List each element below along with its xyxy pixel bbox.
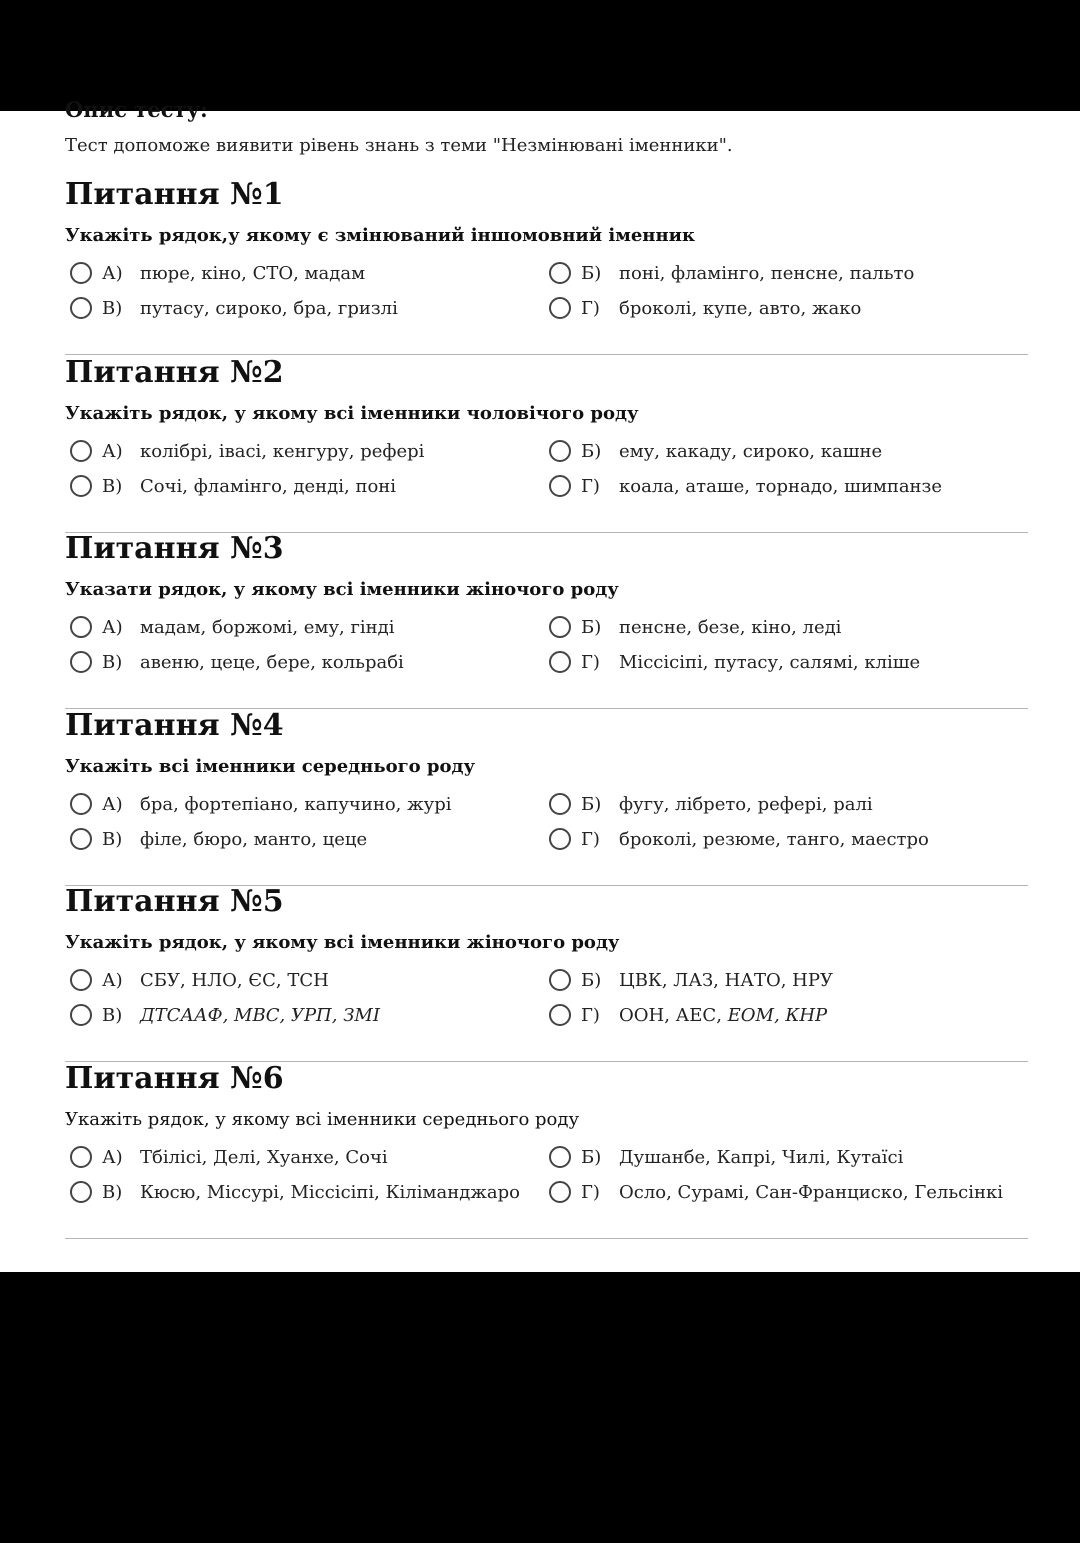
question-3 — [65, 531, 1028, 709]
option-text: ЦВК, ЛАЗ, НАТО, НРУ — [619, 969, 833, 991]
option-text: ДТСААФ, МВС, УРП, ЗМІ — [140, 1004, 380, 1026]
option-letter: В) — [102, 1004, 123, 1026]
radio-button[interactable] — [70, 651, 92, 673]
option-letter: Г) — [581, 1004, 600, 1026]
radio-button[interactable] — [549, 1004, 571, 1026]
option-b[interactable] — [549, 789, 873, 819]
option-text: авеню, цеце, бере, кольрабі — [140, 651, 404, 673]
option-text: ему, какаду, сироко, кашне — [619, 440, 883, 462]
option-text: пюре, кіно, СТО, мадам — [140, 262, 366, 284]
option-b[interactable] — [549, 436, 882, 466]
option-d[interactable] — [549, 1000, 827, 1030]
option-letter: А) — [102, 793, 123, 815]
option-a[interactable] — [70, 1142, 388, 1172]
option-letter: Б) — [581, 440, 602, 462]
radio-button[interactable] — [70, 297, 92, 319]
option-text: броколі, резюме, танго, маестро — [619, 828, 929, 850]
option-letter: В) — [102, 297, 123, 319]
radio-button[interactable] — [70, 440, 92, 462]
option-a[interactable] — [70, 258, 365, 288]
option-c[interactable] — [70, 293, 398, 323]
option-letter: Г) — [581, 651, 600, 673]
question-1 — [65, 177, 1028, 355]
option-letter: В) — [102, 828, 123, 850]
radio-button[interactable] — [70, 969, 92, 991]
question-6 — [65, 1061, 1028, 1239]
radio-button[interactable] — [70, 475, 92, 497]
question-text: Указати рядок, у якому всі іменники жіночого роду — [65, 579, 619, 600]
test-description: Тест допоможе виявити рівень знань з теми "Незмінювані іменники". — [65, 135, 733, 156]
option-text: Душанбе, Капрі, Чилі, Кутаїсі — [619, 1146, 904, 1168]
radio-button[interactable] — [70, 616, 92, 638]
option-text: ООН, АЕС, — [619, 1004, 728, 1026]
radio-button[interactable] — [70, 1004, 92, 1026]
option-text-italic: ЕОМ, КНР — [727, 1004, 828, 1026]
question-text: Укажіть рядок,у якому є змінюваний іншомовний іменник — [65, 225, 695, 246]
option-c[interactable] — [70, 647, 404, 677]
option-text: колібрі, івасі, кенгуру, рефері — [140, 440, 425, 462]
question-title: Питання №1 — [65, 177, 284, 212]
option-c[interactable] — [70, 1177, 520, 1207]
option-a[interactable] — [70, 965, 329, 995]
question-2 — [65, 355, 1028, 533]
radio-button[interactable] — [549, 1181, 571, 1203]
question-4 — [65, 708, 1028, 886]
option-c[interactable] — [70, 471, 396, 501]
option-text: Кюсю, Міссурі, Міссісіпі, Кіліманджаро — [140, 1181, 520, 1203]
option-text: Осло, Сурамі, Сан-Франциско, Гельсінкі — [619, 1181, 1003, 1203]
option-text: мадам, боржомі, ему, гінді — [140, 616, 395, 638]
option-text: коала, аташе, торнадо, шимпанзе — [619, 475, 943, 497]
test-description-heading: Опис тесту: — [65, 97, 208, 122]
option-letter: В) — [102, 1181, 123, 1203]
question-title: Питання №5 — [65, 884, 284, 919]
radio-button[interactable] — [549, 828, 571, 850]
radio-button[interactable] — [549, 793, 571, 815]
radio-button[interactable] — [549, 1146, 571, 1168]
question-text: Укажіть всі іменники середнього роду — [65, 756, 475, 777]
option-letter: Б) — [581, 969, 602, 991]
option-text: бра, фортепіано, капучино, журі — [140, 793, 452, 815]
option-letter: В) — [102, 475, 123, 497]
option-c[interactable] — [70, 1000, 380, 1030]
question-title: Питання №3 — [65, 531, 284, 566]
option-text: філе, бюро, манто, цеце — [140, 828, 368, 850]
radio-button[interactable] — [70, 1146, 92, 1168]
option-text: Сочі, фламінго, денді, поні — [140, 475, 397, 497]
option-b[interactable] — [549, 258, 914, 288]
option-d[interactable] — [549, 1177, 1003, 1207]
option-letter: А) — [102, 969, 123, 991]
option-text: броколі, купе, авто, жако — [619, 297, 862, 319]
option-letter: А) — [102, 440, 123, 462]
radio-button[interactable] — [70, 1181, 92, 1203]
question-text: Укажіть рядок, у якому всі іменники чоловічого роду — [65, 403, 639, 424]
option-d[interactable] — [549, 471, 942, 501]
radio-button[interactable] — [549, 969, 571, 991]
radio-button[interactable] — [549, 475, 571, 497]
option-letter: В) — [102, 651, 123, 673]
option-b[interactable] — [549, 965, 833, 995]
option-b[interactable] — [549, 1142, 903, 1172]
option-text: Міссісіпі, путасу, салямі, кліше — [619, 651, 921, 673]
question-5 — [65, 884, 1028, 1062]
option-letter: Г) — [581, 828, 600, 850]
radio-button[interactable] — [549, 651, 571, 673]
question-title: Питання №2 — [65, 355, 284, 390]
option-a[interactable] — [70, 612, 395, 642]
option-letter: Б) — [581, 616, 602, 638]
radio-button[interactable] — [549, 440, 571, 462]
radio-button[interactable] — [70, 793, 92, 815]
option-letter: Б) — [581, 793, 602, 815]
option-a[interactable] — [70, 436, 424, 466]
option-text: путасу, сироко, бра, гризлі — [140, 297, 398, 319]
option-c[interactable] — [70, 824, 367, 854]
option-a[interactable] — [70, 789, 452, 819]
question-title: Питання №4 — [65, 708, 284, 743]
option-letter: Б) — [581, 1146, 602, 1168]
option-d[interactable] — [549, 293, 861, 323]
option-text: СБУ, НЛО, ЄС, ТСН — [140, 969, 329, 991]
option-text: Тбілісі, Делі, Хуанхе, Сочі — [140, 1146, 388, 1168]
test-page — [0, 97, 1080, 1272]
option-letter: А) — [102, 262, 123, 284]
option-letter: А) — [102, 616, 123, 638]
option-d[interactable] — [549, 647, 920, 677]
question-text: Укажіть рядок, у якому всі іменники жіночого роду — [65, 932, 620, 953]
question-text: Укажіть рядок, у якому всі іменники середнього роду — [65, 1109, 580, 1130]
option-letter: А) — [102, 1146, 123, 1168]
option-letter: Г) — [581, 475, 600, 497]
option-d[interactable] — [549, 824, 929, 854]
radio-button[interactable] — [70, 828, 92, 850]
radio-button[interactable] — [549, 616, 571, 638]
option-b[interactable] — [549, 612, 841, 642]
radio-button[interactable] — [549, 262, 571, 284]
option-letter: Г) — [581, 297, 600, 319]
option-text: фугу, лібрето, рефері, ралі — [619, 793, 873, 815]
radio-button[interactable] — [549, 297, 571, 319]
option-letter: Г) — [581, 1181, 600, 1203]
radio-button[interactable] — [70, 262, 92, 284]
option-text: поні, фламінго, пенсне, пальто — [619, 262, 915, 284]
option-text: пенсне, безе, кіно, леді — [619, 616, 842, 638]
question-title: Питання №6 — [65, 1061, 284, 1096]
option-letter: Б) — [581, 262, 602, 284]
